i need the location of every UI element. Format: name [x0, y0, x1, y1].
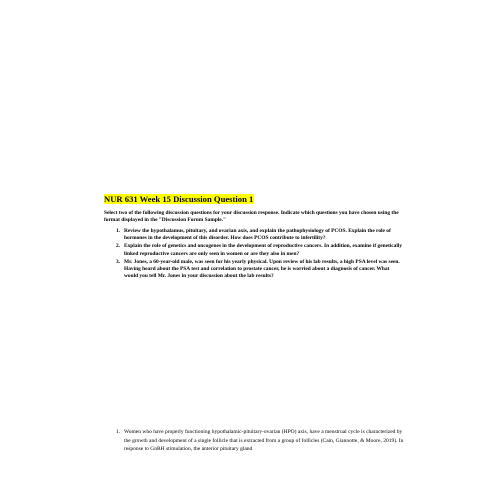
instructions-paragraph: Select two of the following discussion questions for your discussion response. Indicate which questions you have chosen using the format displayed in the "Discussion Forum Sample." — [104, 210, 399, 224]
document-title — [104, 194, 254, 204]
question-item — [104, 243, 404, 258]
answer-number: 1. — [115, 429, 120, 435]
answer-text: Women who have properly functioning hypothalamic-pituitary-ovarian (HPO) axis, have a menstrual cycle is characterized by the growth and development of a single follicle that is extracted from a group of follicles (Cain, Giannotte, & Moore, 2019). In response to GnRH stimulation, the anterior pituitary gland — [124, 429, 404, 453]
answer-paragraph — [104, 428, 404, 454]
highlighted-title-text: NUR 631 Week 15 Discussion Question 1 — [104, 194, 254, 204]
question-item — [104, 259, 404, 281]
question-text: Explain the role of genetics and oncogenes in the development of reproductive cancers. In addition, examine if genetically linked reproductive cancers are only seen in women or are they also in men? — [124, 243, 403, 257]
question-number: 3. — [115, 258, 120, 265]
discussion-questions-list — [104, 228, 404, 281]
question-item — [104, 228, 404, 243]
question-text: Review the hypothalamus, pituitary, and ovarian axis, and explain the pathophysiology of PCOS. Explain the role of hormones in the development of this disorder. How does PCOS contribute to infertility? — [124, 228, 391, 242]
question-number: 2. — [115, 243, 120, 250]
question-text: Mr. Jones, a 60-year-old male, was seen for his yearly physical. Upon review of his lab results, a high PSA level was seen. Having heard about the PSA test and correlation to prostate cancer, he is worried about a diagnosis of cancer. What would you tell Mr. Jones in your discussion about the lab results? — [124, 258, 400, 280]
question-number: 1. — [115, 228, 120, 234]
